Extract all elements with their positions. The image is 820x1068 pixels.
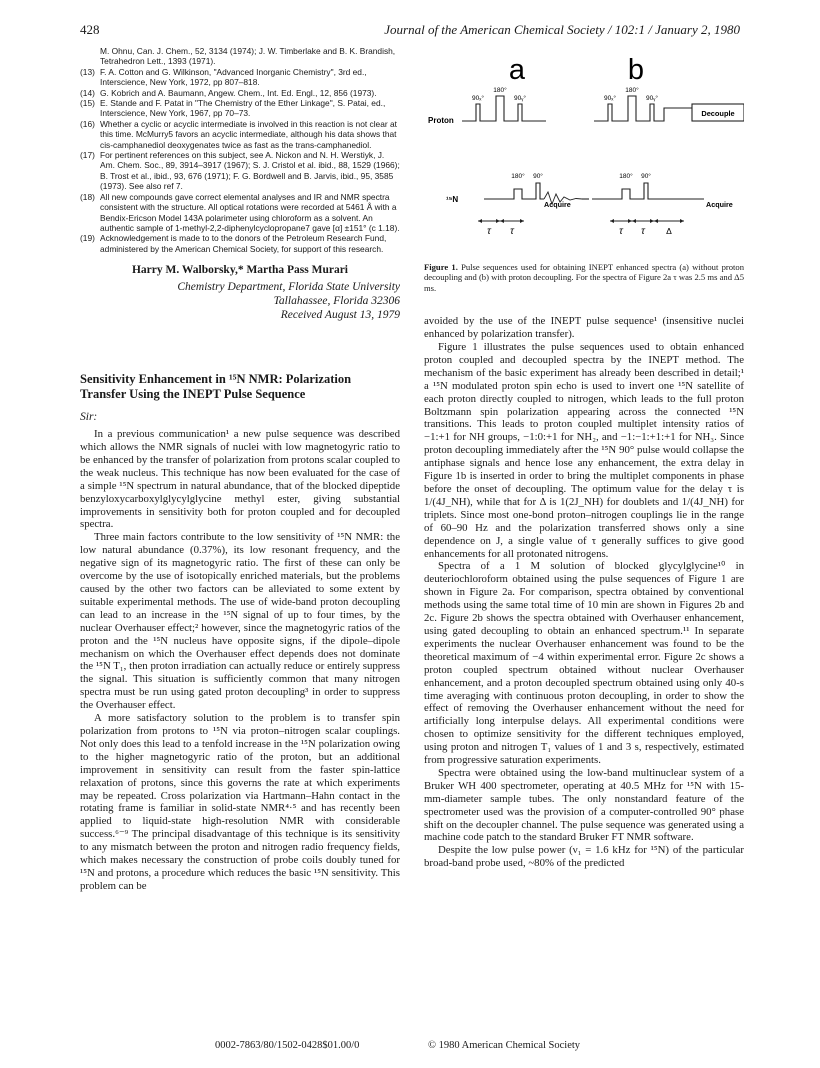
n15-label: ¹⁵N — [446, 195, 459, 204]
footer-copyright: © 1980 American Chemical Society — [428, 1040, 581, 1051]
svg-text:90ₓ°: 90ₓ° — [472, 95, 484, 102]
right-column — [424, 46, 744, 870]
reference-item: (14) G. Kobrich and A. Baumann, Angew. Chem., Int. Ed. Engl., 12, 856 (1973). — [80, 87, 377, 98]
svg-text:180°: 180° — [625, 87, 639, 94]
paragraph: Despite the low pulse power (ν₁ = 1.6 kHz for ¹⁵N) of the particular broad-band probe used, ~80% of the predicted — [424, 844, 744, 870]
salutation: Sir: — [80, 411, 98, 424]
panel-label-a: a — [508, 54, 526, 86]
acquire-label-b: Acquire — [706, 200, 733, 209]
author-line: Harry M. Walborsky,* Martha Pass Murari — [131, 264, 349, 277]
left-body-text — [80, 428, 400, 893]
decouple-label: Decouple — [701, 109, 735, 118]
paragraph: A more satisfactory solution to the problem is to transfer spin polarization from protons to ¹⁵N via proton–nitrogen scalar couplings. Not only does this lead to a tenfold increase in the ¹⁵N polarization owing to the higher magnetogyric ratio of the proton, but an additional improvement in sensitivity can result from the faster spin-lattice relaxation of protons, since this governs the rate at which experiments may be repeated. Cross polarization via Hartmann–Hahn contact in the rotating frame is familiar in solid-state NMR⁴·⁵ and has recently been applied to liquid-state high-resolution NMR with considerable success.⁶⁻⁹ The principal disadvantage of this technique is its sensitivity to any mismatch between the proton and nitrogen radio frequency fields, which makes necessary the construction of probe coils doubly tuned for ¹⁵N and protons, a procedure which reduces the basic ¹⁵N sensitivity. This problem can be — [80, 712, 400, 892]
svg-text:τ: τ — [487, 226, 491, 237]
panel-label-b: b — [627, 54, 645, 86]
reference-item: (19) Acknowledgement is made to to the donors of the Petroleum Research Fund, administered by the American Chemical Society, for support of this research. — [80, 233, 387, 254]
n15-sequence-a — [484, 183, 544, 199]
svg-text:τ: τ — [641, 226, 645, 237]
reference-item: (17) For pertinent references on this subject, see A. Nickon and N. H. Werstiyk, J. Am. Chem. Soc., 89, 3914–3917 (1967); S. J. Cristol et al. ibid., 88, 1529 (1966); B. Trost et al., ibid., 93, 676 (1971); F. G. Bordwell and B. Jarvis, ibid., 95, 3585 (1973). See also ref 7. — [80, 150, 400, 192]
reference-item: (15) E. Stande and F. Patat in "The Chemistry of the Ether Linkage", S. Patai, ed., Interscience, New York, 1967, pp 70–73. — [80, 98, 386, 119]
acquire-label-a: Acquire — [544, 200, 571, 209]
svg-text:90°: 90° — [533, 173, 543, 180]
svg-text:90ᵧ°: 90ᵧ° — [514, 95, 526, 102]
svg-text:τ: τ — [619, 226, 623, 237]
svg-text:90ₓ°: 90ₓ° — [604, 95, 616, 102]
reference-item: (13) F. A. Cotton and G. Wilkinson, "Advanced Inorganic Chemistry", 3rd ed., Interscience, New York, 1972, pp 807–818. — [80, 66, 367, 88]
svg-text:180°: 180° — [493, 87, 507, 94]
reference-item: M. Ohnu, Can. J. Chem., 52, 3134 (1974); J. W. Timberlake and B. K. Brandish, Tetrahedron Lett., 1393 (1971). — [100, 46, 396, 67]
reference-list — [80, 46, 400, 254]
journal-citation: Journal of the American Chemical Society / 102:1 / January 2, 1980 — [384, 22, 740, 37]
figure-1 — [424, 46, 744, 260]
svg-text:90ᵧ°: 90ᵧ° — [646, 95, 658, 102]
svg-text:Δ: Δ — [666, 226, 672, 236]
left-column — [80, 46, 400, 893]
paragraph: In a previous communication¹ a new pulse sequence was described which allows the NMR signals of nuclei with low magnetogyric ratio to be enhanced by the transfer of polarization from protons scalar coupled to the weak nucleus. This technique has now been evaluated for the case of a simple ¹⁵N spectrum in natural abundance, that of the blocked dipeptide benzyloxycarboxylglycylglycine methyl ester, giving substantial improvements in sensitivity both for proton coupled and for decoupled spectra. — [80, 428, 400, 531]
right-body-text — [424, 315, 744, 870]
affiliation: Chemistry Department, Florida State University Tallahassee, Florida 32306 Received August 13, 1979 — [80, 280, 400, 322]
paragraph: Spectra of a 1 M solution of blocked glycylglycine¹⁰ in deuteriochloroform obtained using the pulse sequences of Figure 1 are shown in Figure 2a. For comparison, spectra obtained by conventional methods using the same total time of 10 min are shown in Figures 2b and 2c. Figure 2b shows the spectra obtained with Overhauser enhancement, using gated decoupling to obtain an enhanced spectrum.¹¹ In separate experiments the nuclear Overhauser enhancement was found to be the theoretical maximum of −4 within experimental error. Figure 2c shows a proton coupled spectrum obtained without nuclear Overhauser enhancement, and a proton decoupled spectrum obtained using only 40-s time averaging with continuous proton decoupling, in order to show the effect of removing the Overhauser enhancement without the need for artificially long interpulse delays. All experimental conditions were chosen to optimize sensitivity for the different techniques employed, using proton and nitrogen T₁ values of 1 and 3 s, respectively, estimated from progressive saturation experiments. — [424, 560, 744, 767]
footer-code: 0002-7863/80/1502-0428$01.00/0 — [215, 1040, 360, 1051]
reference-item: (18) All new compounds gave correct elemental analyses and IR and NMR spectra consistent with the structure. All optical rotations were recorded at 5461 Å with a Bendix-Ericson Model 143A polarimeter using chloroform as a solvent. An authentic sample of 1-methyl-2,2-diphenylcyclopropane7 gave [α] ±151° (c 1.18). — [80, 191, 400, 233]
n15-sequence-b — [592, 183, 704, 199]
figure-caption: Figure 1. Pulse sequences used for obtaining INEPT enhanced spectra (a) without proton decoupling and (b) with proton decoupling. For the spectra of Figure 2a τ was 2.5 ms and Δ5 ms. — [424, 262, 745, 293]
proton-label: Proton — [428, 116, 454, 125]
svg-text:180°: 180° — [619, 173, 633, 180]
paragraph: avoided by the use of the INEPT pulse sequence¹ (insensitive nuclei enhanced by polarization transfer). — [424, 315, 744, 341]
svg-text:τ: τ — [510, 226, 514, 237]
page-number: 428 — [80, 22, 100, 37]
paragraph: Three main factors contribute to the low sensitivity of ¹⁵N NMR: the low natural abundance (0.37%), its low resonant frequency, and the negative sign of its magnetogyric ratio. The first of these can only be overcome by the use of isotopically enriched materials, but the problems caused by the other two factors can be alleviated to some extent by suitable experimental methods. The use of wide-band proton decoupling can lead to an increase in the ¹⁵N signal of up to four times, by the nuclear Overhauser effect;² however, since the magnetogyric ratios of the proton and the ¹⁵N nucleus have opposite signs, if the dipole–dipole mechanism on which the Overhauser effect depends does not dominate the ¹⁵N T₁, then proton irradiation can actually reduce or entirely suppress the signal. This situation is sufficiently common that many nitrogen spectra must be run using gated proton decoupling³ in order to suppress the Overhauser effect. — [80, 531, 400, 712]
running-header — [80, 22, 740, 40]
svg-text:180°: 180° — [511, 173, 525, 180]
reference-item: (16) Whether a cyclic or acyclic intermediate is involved in this reaction is not clear at this time. McMurry5 favors an acyclic intermediate, although his data shows that cis-camphanediol deoxygenates twice as fast as the trans-camphanediol. — [80, 118, 397, 150]
article-title: Sensitivity Enhancement in ¹⁵N NMR: Polarization Transfer Using the INEPT Pulse Sequence — [80, 372, 352, 402]
paragraph: Spectra were obtained using the low-band multinuclear system of a Bruker WH 400 spectrometer, operating at 40.5 MHz for ¹⁵N with 15-mm-diameter sample tubes. The only nonstandard feature of the spectrometer used was the provision of a computer-controlled 90° phase shift on the decoupler channel. The pulse sequence was generated using a machine code patch to the standard Bruker FT NMR software. — [424, 766, 744, 844]
paragraph: Figure 1 illustrates the pulse sequences used to obtain enhanced proton coupled and decoupled spectra by the INEPT method. The mechanism of the basic experiment has already been described in detail;¹ a ¹⁵N modulated proton spin echo is used to invert one ¹⁵N satellite of each proton directly coupled to nitrogen, which leads to the full proton Boltzmann spin polarization appearing across the connected ¹⁵N transitions. This leads to proton coupled multiplet intensity ratios of −1:+1 for NH groups, −1:0:+1 for NH₂, and −1:−1:+1:+1 for NH₃. Since proton decoupling immediately after the ¹⁵N 90° pulse would collapse the antiphase signals and hence lose any enhancement, the extra delay in Figure 1b is inserted in order to bring the multiplet components in phase before the onset of decoupling. The optimum value for the delay τ is 1/(4J_NH), while that for Δ is 1(2J_NH) for doublets and 1/(4J_NH) for triplets. Since most one-bond proton–nitrogen couplings lie in the range of 60–90 Hz and the polarization transferred shows only a sine dependence on J, a single value of τ generally suffices to give good enhancements for all protonated nitrogens. — [424, 341, 744, 560]
svg-text:90°: 90° — [641, 173, 651, 180]
pulse-sequence-diagram — [424, 46, 744, 260]
received-date: Received August 13, 1979 — [280, 309, 400, 322]
